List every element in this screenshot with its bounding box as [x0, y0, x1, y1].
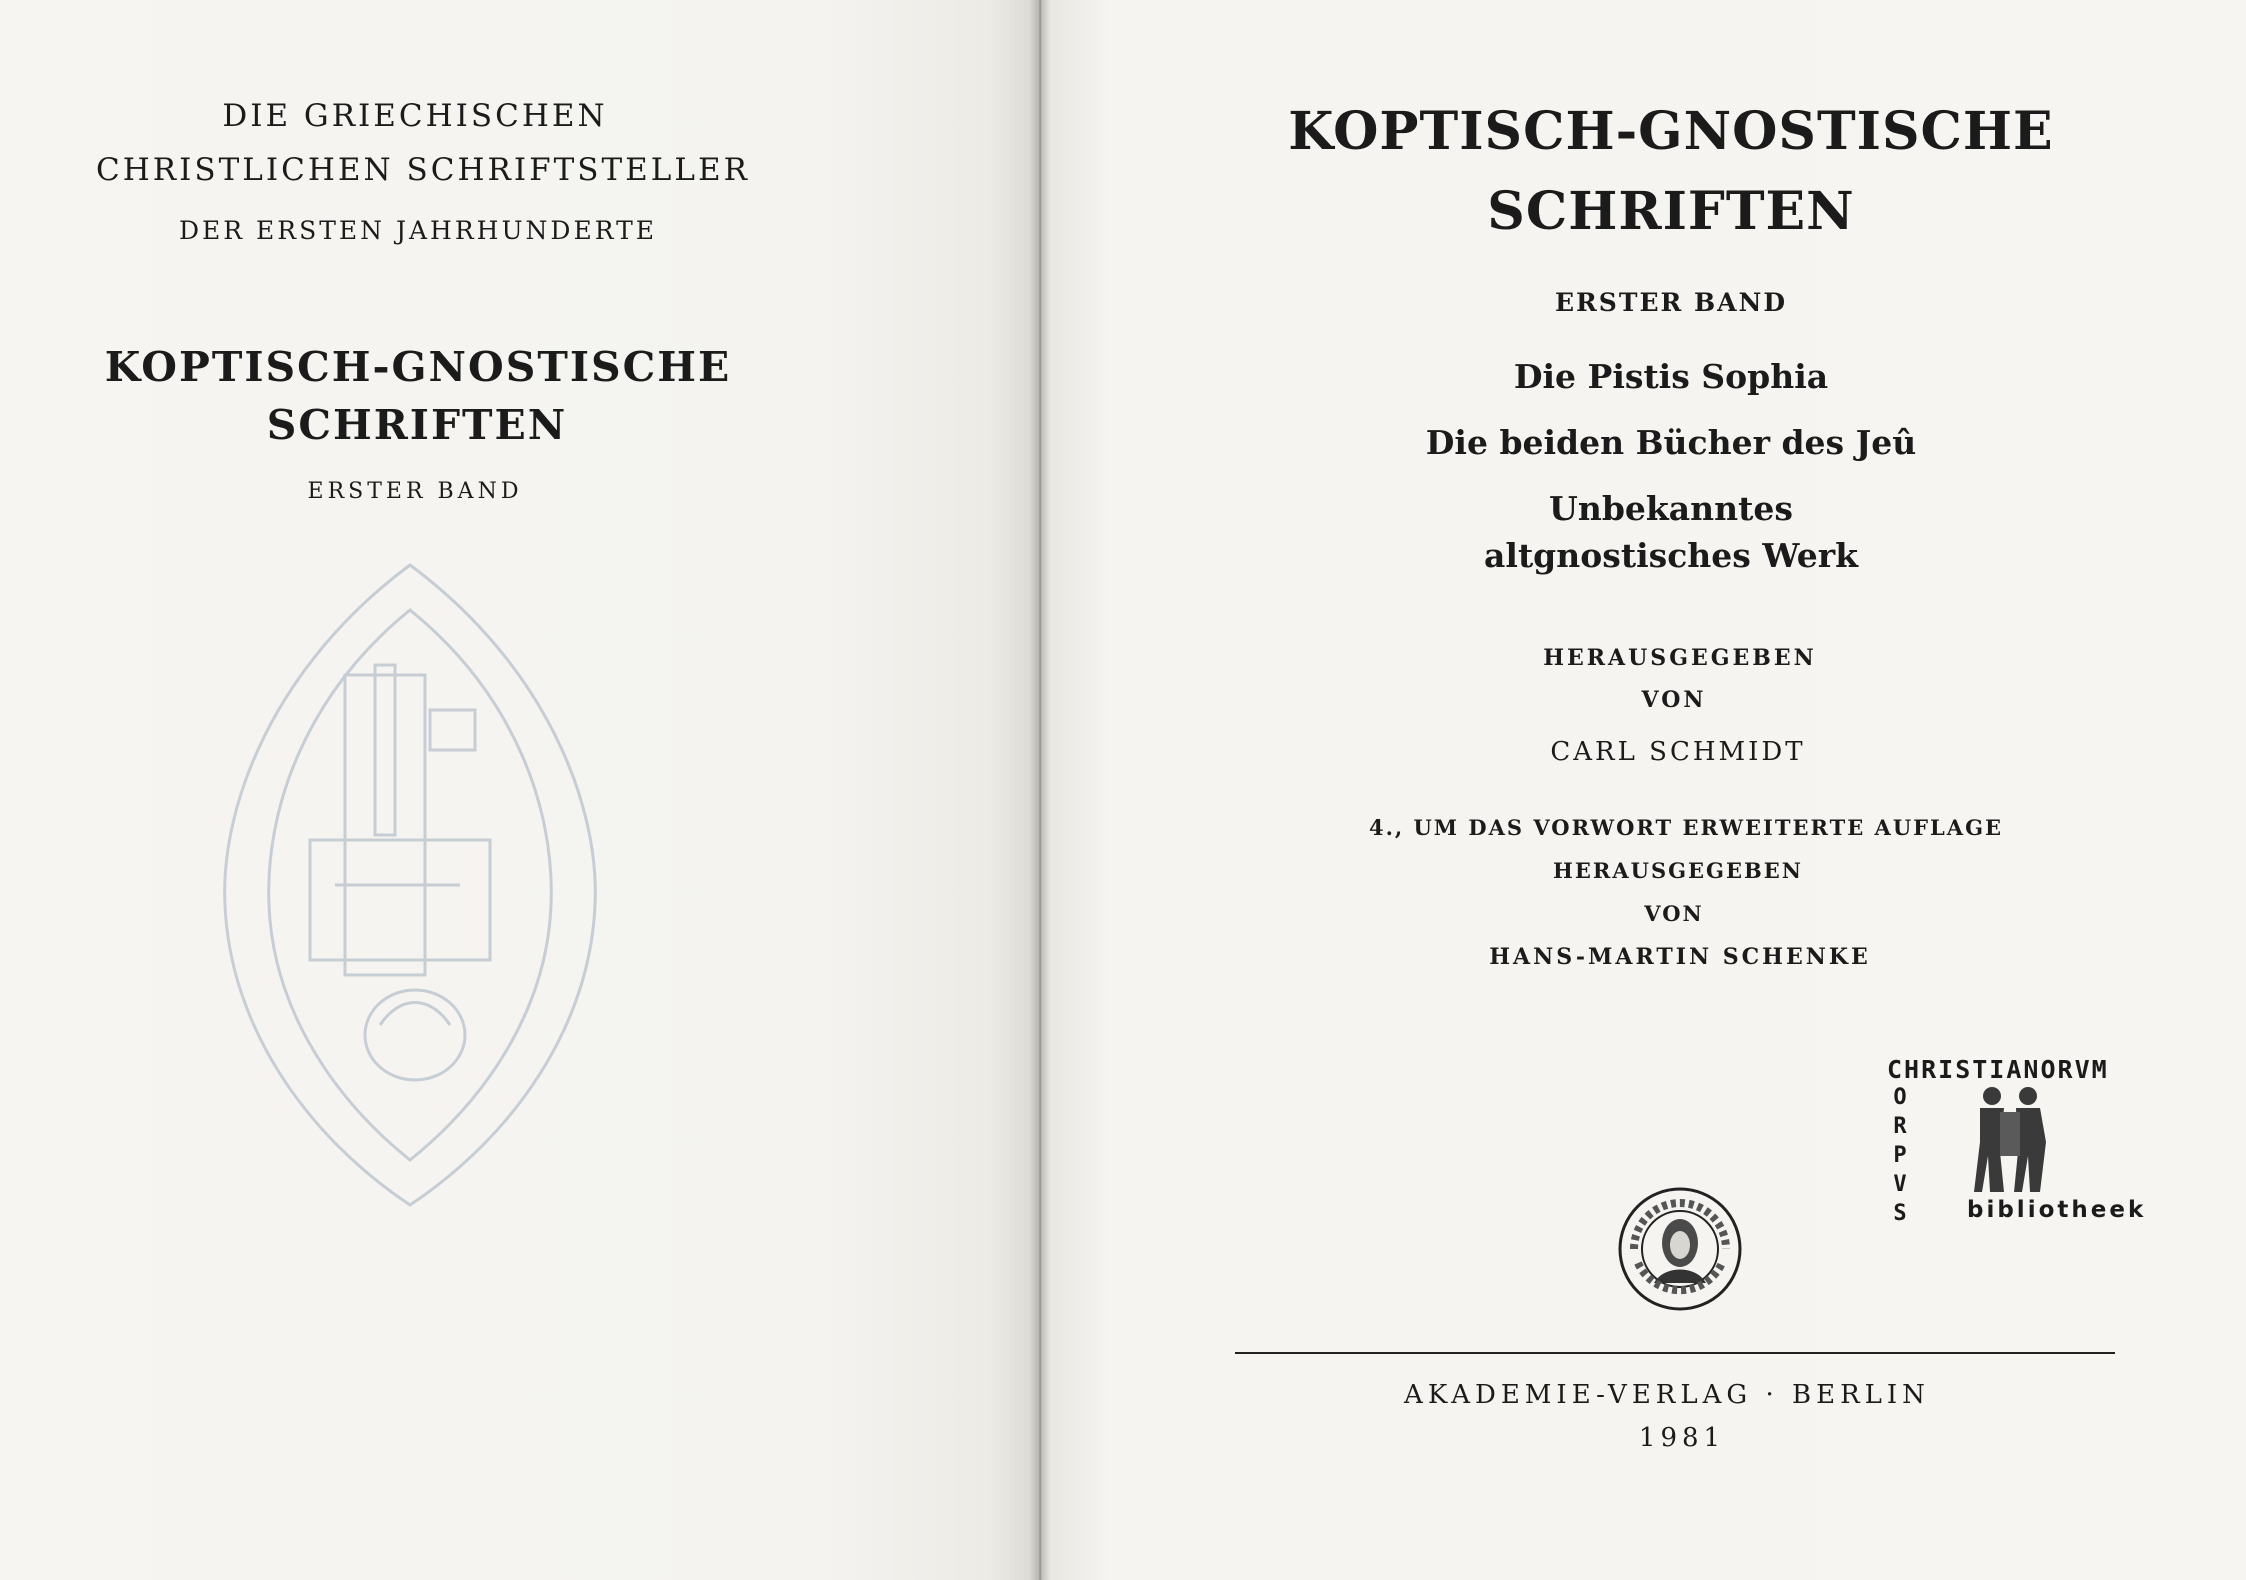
- stamp-letter: V: [1893, 1172, 1907, 1197]
- work-title-2: Die beiden Bücher des Jeû: [1425, 423, 1917, 462]
- theoria-cum-praxi-emblem: [1614, 1183, 1746, 1315]
- volume-label: ERSTER BAND: [1554, 288, 1788, 317]
- library-stamp-title: CHRISTIANORVM: [1887, 1055, 2109, 1084]
- title-line-1: KOPTISCH-GNOSTISCHE: [1288, 101, 2054, 162]
- publisher: AKADEMIE-VERLAG · BERLIN: [1404, 1380, 1930, 1410]
- work-title-1: Die Pistis Sophia: [1513, 357, 1829, 396]
- edition-by-label: VON: [1644, 901, 1704, 926]
- work-title-4: altgnostisches Werk: [1484, 536, 1858, 575]
- edition-note: 4., UM DAS VORWORT ERWEITERTE AUFLAGE: [1368, 815, 2004, 840]
- library-stamp-label: bibliotheek: [1967, 1197, 2147, 1223]
- stamp-letter: P: [1893, 1143, 1907, 1168]
- edition-editor-name: HANS-MARTIN SCHENKE: [1489, 944, 1871, 970]
- work-title-3: Unbekanntes: [1549, 489, 1793, 528]
- edition-edited-label: HERAUSGEGEBEN: [1553, 858, 1803, 883]
- series-line-1: DIE GRIECHISCHEN: [222, 98, 608, 134]
- series-line-3: DER ERSTEN JAHRHUNDERTE: [178, 216, 658, 245]
- stamp-letter: R: [1893, 1114, 1907, 1139]
- by-label: VON: [1641, 687, 1707, 713]
- library-seal-stamp: [215, 555, 605, 1215]
- book-gutter: [1030, 0, 1050, 1580]
- left-page: [0, 0, 1030, 1580]
- stamp-letter: O: [1893, 1085, 1907, 1110]
- half-title-line-1: KOPTISCH-GNOSTISCHE: [104, 343, 732, 391]
- title-line-2: SCHRIFTEN: [1487, 181, 1855, 242]
- imprint-rule: [1235, 1352, 2115, 1354]
- stamp-letter: S: [1893, 1201, 1907, 1226]
- half-title-volume: ERSTER BAND: [307, 479, 523, 504]
- library-stamp-vertical: [1888, 1083, 1912, 1228]
- editor-name: CARL SCHMIDT: [1550, 737, 1806, 767]
- half-title-line-2: SCHRIFTEN: [266, 401, 568, 449]
- library-figure-icon: [1970, 1082, 2050, 1194]
- publication-year: 1981: [1638, 1423, 1726, 1453]
- edited-label: HERAUSGEGEBEN: [1543, 645, 1817, 671]
- series-line-2: CHRISTLICHEN SCHRIFTSTELLER: [96, 152, 750, 188]
